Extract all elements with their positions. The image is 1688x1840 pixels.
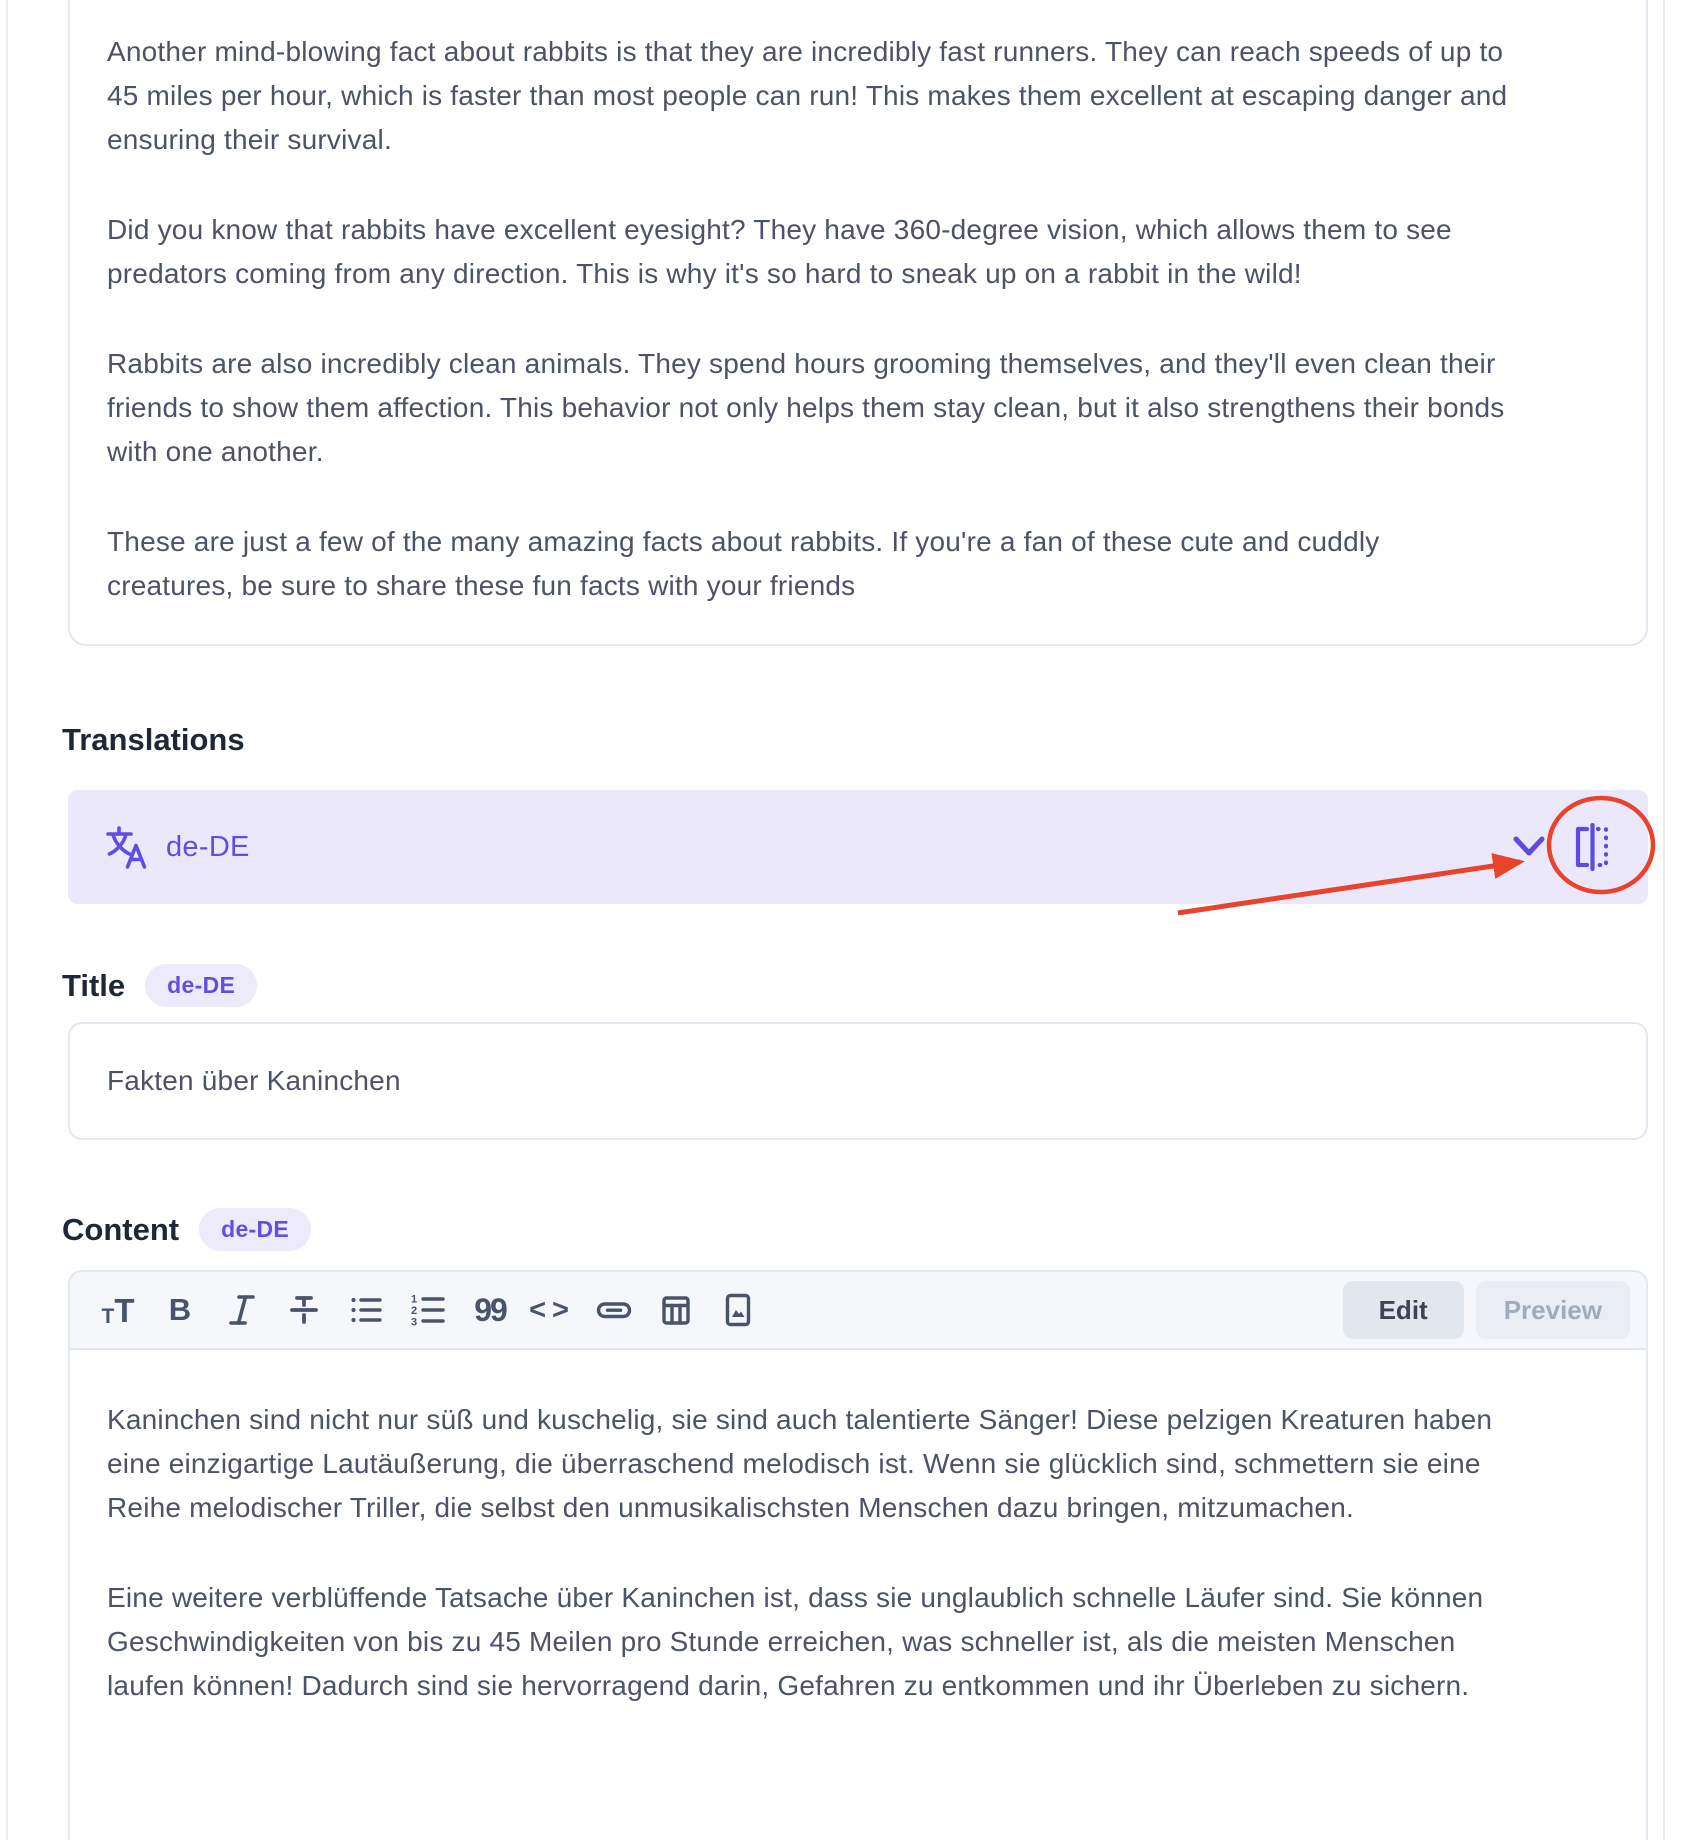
quote-icon[interactable]: 99 — [468, 1271, 512, 1349]
code-icon[interactable]: <> — [530, 1271, 574, 1349]
content-locale-badge: de-DE — [199, 1208, 311, 1251]
bullet-list-icon[interactable] — [344, 1271, 388, 1349]
strikethrough-icon[interactable] — [282, 1271, 326, 1349]
title-label: Title — [62, 967, 126, 1003]
editor-toolbar — [68, 1270, 1648, 1350]
svg-text:2: 2 — [411, 1305, 418, 1317]
title-label-row — [62, 964, 257, 1007]
split-view-icon[interactable] — [1572, 823, 1612, 871]
locale-label: de-DE — [166, 830, 250, 863]
panel-left-divider — [6, 0, 8, 1840]
image-icon[interactable] — [716, 1271, 760, 1349]
svg-text:3: 3 — [411, 1316, 418, 1327]
font-size-icon[interactable]: T T — [96, 1271, 140, 1349]
translation-locale-row[interactable] — [68, 790, 1648, 904]
table-icon[interactable] — [654, 1271, 698, 1349]
bold-icon[interactable]: B — [158, 1271, 202, 1349]
paragraph: Eine weitere verblüffende Tatsache über Kaninchen ist, dass sie unglaublich schnelle Läufer sind. Sie können Geschwindigkeiten von bis zu 45 Meilen pro Stunde erreichen, was schneller ist, als die meisten Menschen laufen können! Dadurch sind sie hervorragend darin, Gefahren zu entkommen und ihr Überleben zu sichern. — [107, 1582, 1484, 1701]
content-label-row — [62, 1208, 311, 1251]
content-label: Content — [62, 1211, 180, 1247]
english-content-editor[interactable] — [68, 0, 1648, 646]
preview-button[interactable]: Preview — [1476, 1281, 1630, 1339]
translate-icon — [104, 824, 150, 870]
paragraph: Another mind-blowing fact about rabbits is that they are incredibly fast runners. They can reach speeds of up to 45 miles per hour, which is faster than most people can run! This makes them excellent at escaping danger and ensuring their survival. — [107, 36, 1508, 155]
title-locale-badge: de-DE — [145, 964, 257, 1007]
edit-button[interactable]: Edit — [1343, 1281, 1464, 1339]
german-content-editor[interactable] — [68, 1350, 1648, 1840]
content-editor — [68, 1270, 1648, 1840]
paragraph: Rabbits are also incredibly clean animals. They spend hours grooming themselves, and they'll even clean their friends to show them affection. This behavior not only helps them stay clean, but it also strengthens their bonds with one another. — [107, 348, 1505, 467]
paragraph: Did you know that rabbits have excellent eyesight? They have 360-degree vision, which allows them to see predators coming from any direction. This is why it's so hard to sneak up on a rabbit in the wild! — [107, 214, 1452, 289]
title-input[interactable] — [68, 1022, 1648, 1140]
paragraph: These are just a few of the many amazing facts about rabbits. If you're a fan of these cute and cuddly creatures, be sure to share these fun facts with your friends — [107, 526, 1380, 601]
panel-right-divider — [1663, 0, 1665, 1840]
translations-heading: Translations — [62, 722, 245, 757]
ordered-list-icon[interactable] — [406, 1271, 450, 1349]
link-icon[interactable] — [592, 1271, 636, 1349]
paragraph: Kaninchen sind nicht nur süß und kuschelig, sie sind auch talentierte Sänger! Diese pelzigen Kreaturen haben eine einzigartige Lautäußerung, die überraschend melodisch ist. Wenn sie glücklich sind, schmettern sie eine Reihe melodischer Triller, die selbst den unmusikalischsten Menschen dazu bringen, mitzumachen. — [107, 1404, 1493, 1523]
italic-icon[interactable] — [220, 1271, 264, 1349]
svg-text:1: 1 — [411, 1293, 418, 1306]
chevron-down-icon[interactable] — [1512, 834, 1546, 860]
